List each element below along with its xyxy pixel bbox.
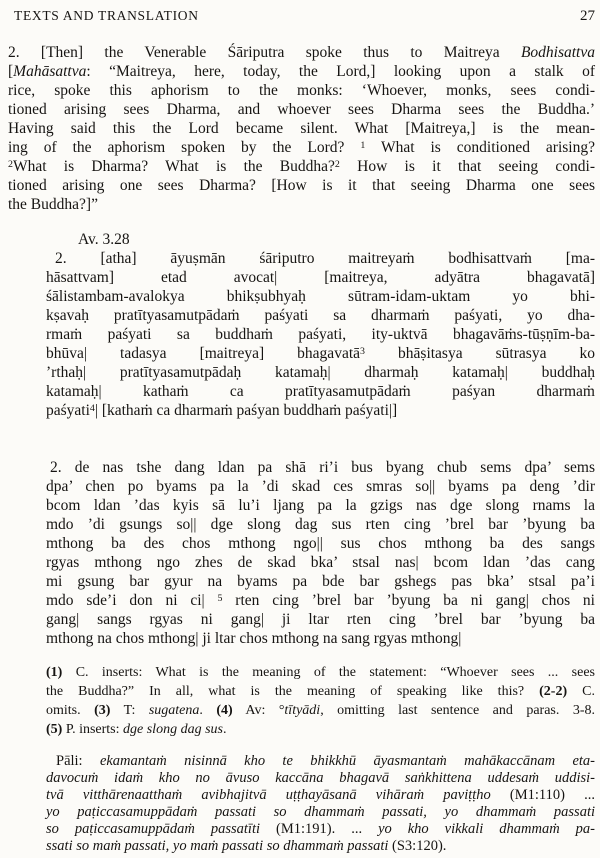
text-line: tioned arising one sees Dharma? [How is it that seeing Dharma one sees: [8, 177, 595, 194]
page-header: [8, 7, 595, 25]
text-line: rice, spoke this aphorism to the monks: ‘Whoever, monks, sees condi-: [8, 82, 595, 99]
text-line: 2. [atha] āyuṣmān śāriputro maitreyaṁ bodhisattvaṁ [ma-: [55, 250, 595, 267]
text-line: Pāli: ekamantaṁ nisinnā kho te bhikkhū āyasmantaṁ mahākaccānam eta-: [56, 753, 596, 769]
text-line: bhūva| tadasya [maitreya] bhagavatā$^3$ bhāṣitasya sūtrasya ko: [46, 345, 596, 362]
text-line: mdo ’di gsungs so|| dge slong dag sus rten cing ’brel bar ’byung ba: [46, 516, 595, 533]
text-line: bcom ldan ’das kyis sā lu’i ljang pa la gzigs nas dge slong rnams la: [46, 497, 595, 514]
text-line: 2. [Then] the Venerable Śāriputra spoke thus to Maitreya Bodhisattva: [8, 44, 595, 61]
text-line: ’rthaḥ| pratītyasamutpādaḥ katamaḥ| dharmaḥ katamaḥ| buddhaḥ: [46, 364, 595, 381]
running-title: TEXTS AND TRANSLATION: [14, 8, 199, 23]
text-line: yo paṭiccasamuppādaṁ passati so dhammaṁ passati, yo dhammaṁ passati: [46, 804, 595, 820]
text-line: so paṭiccasamuppādaṁ passatīti (M1:191). ... yo kho vikkali dhammaṁ pa-: [46, 821, 595, 837]
text-line: davocuṁ idaṁ kho no āvuso kaccāna bhagavā saṅkhittena uddesaṁ uddisi-: [46, 770, 595, 786]
text-line: gang| sangs rgyas ni gang| ji ltar rten cing ’brel bar ’byung ba: [46, 611, 595, 628]
text-line: katamaḥ| kathaṁ ca pratītyasamutpādaṁ paśyan dharmaṁ: [46, 383, 595, 400]
text-line: kṣavaḥ pratītyasamutpādaṁ paśyati sa dharmaṁ paśyati, yo dha-: [46, 307, 595, 324]
text-line: 2. de nas tshe dang ldan pa shā ri’i bus byang chub sems dpa’ sems: [50, 459, 595, 476]
text-line: mdo sde’i don ni ci| $^5$ rten cing ’brel bar ’byung ba ni gang| chos ni: [46, 592, 595, 609]
text-line: rmaṁ paśyati sa buddhaṁ paśyati, ity-uktvā bhagavāṁs-tūṣṇīm-ba-: [46, 326, 595, 343]
page-number: 27: [580, 8, 595, 24]
text-line: paśyati$^4$| [kathaṁ ca dharmaṁ paśyan buddhaṁ paśyati|]: [46, 402, 398, 419]
verse-reference: Av. 3.28: [78, 231, 130, 248]
text-line: mthong na chos mthong| ji ltar chos mthong na sang rgyas mthong|: [46, 630, 462, 647]
text-line: (5) P. inserts: dge slong dag sus.: [46, 722, 227, 737]
text-line: [Mahāsattva: “Maitreya, here, today, the Lord,] looking upon a stalk of: [8, 63, 595, 80]
text-line: rgyas mthong ngo zhes de skad bka’ stsal nas| bcom ldan ’das cang: [46, 554, 595, 571]
text-line: hāsattvam] etad avocat| [maitreya, adyātra bhagavatā]: [46, 269, 595, 286]
text-line: tvā vitthārenaatthaṁ avibhajitvā uṭṭhayāsanā vihāraṁ paviṭṭho (M1:110) ...: [46, 787, 595, 803]
paragraph-english-translation: [8, 43, 595, 214]
text-line: mi gsung bar gyur na byams pa bde bar gshegs pas bka’ stsal pa’i: [46, 573, 595, 590]
text-line: dpa’ chen po byams pa la ’di skad ces smras so|| byams pa deng ’dir: [46, 478, 595, 495]
paragraph-tibetan-transliteration: [46, 458, 595, 648]
text-line: Having said this the Lord became silent. What [Maitreya,] is the mean-: [8, 120, 595, 137]
text-line: ssati so maṁ passati, yo maṁ passati so dhammaṁ passati (S3:120).: [46, 838, 447, 854]
text-line: śālistambam-avalokya bhikṣubhyaḥ sūtram-idam-uktam yo bhi-: [46, 288, 595, 305]
text-line: $^2$What is Dharma? What is the Buddha?$^2$ How is it that seeing condi-: [8, 158, 595, 175]
text-line: ing of the aphorism spoken by the Lord? $^1$ What is conditioned arising?: [8, 139, 595, 156]
text-line: the Buddha?]”: [8, 196, 98, 213]
text-line: tioned arising sees Dharma, and whoever sees Dharma sees the Buddha.’: [8, 101, 595, 118]
text-line: omits. (3) T: sugatena. (4) Av: °tītyādi, omitting last sentence and paras. 3-8.: [46, 703, 595, 718]
text-line: the Buddha?” In all, what is the meaning of speaking like this? (2-2) C.: [46, 684, 595, 699]
paragraph-sanskrit-transliteration: [46, 249, 595, 420]
footnotes: [46, 663, 595, 739]
paragraph-pali-citation: [46, 753, 595, 855]
text-line: (1) C. inserts: What is the meaning of the statement: “Whoever sees ... sees: [46, 665, 595, 680]
text-line: mthong ba des chos mthong ngo|| sus chos mthong ba des sangs: [46, 535, 595, 552]
